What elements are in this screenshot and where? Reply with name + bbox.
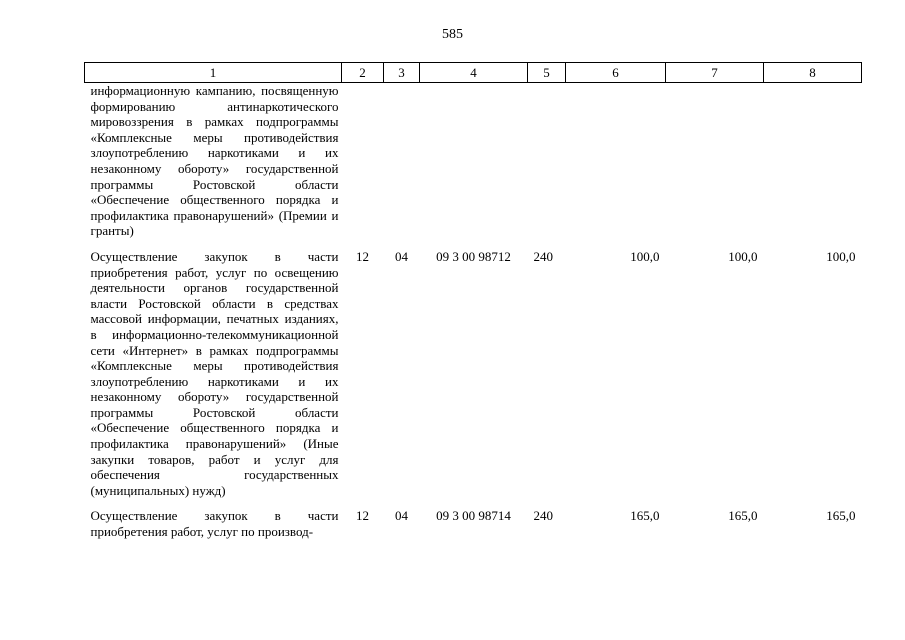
header-col-7: 7 (666, 63, 764, 83)
row-amount-col8 (764, 83, 862, 239)
row-subsection (384, 83, 420, 239)
table-row (85, 249, 862, 499)
row-amount-col8: 165,0 (826, 508, 856, 524)
row-target-article: 09 3 00 98714 (436, 508, 511, 524)
row-amount-col6 (566, 83, 666, 239)
row-expense-type: 240 (533, 248, 553, 264)
row-amount-col8: 100,0 (826, 248, 856, 264)
row-amount-col7 (666, 83, 764, 239)
budget-table (84, 62, 862, 540)
row-section: 12 (356, 248, 369, 264)
row-subsection: 04 (395, 248, 408, 264)
row-description: Осуществление закупок в части приобретения работ, услуг по производ- (90, 508, 339, 540)
header-col-1: 1 (85, 63, 342, 83)
row-section: 12 (356, 508, 369, 524)
header-col-8: 8 (764, 63, 862, 83)
row-amount-col6: 100,0 (630, 248, 660, 264)
table-header-row (85, 63, 862, 83)
row-subsection: 04 (395, 508, 408, 524)
row-section (342, 83, 384, 239)
header-col-4: 4 (420, 63, 528, 83)
table-row (85, 508, 862, 539)
row-description: информационную кампанию, посвященную формированию антинаркотического мировоззрения в рамках подпрограммы «Комплексные меры противодействия злоупотреблению наркотиками и их незаконному обороту» государственной программы Ростовской области «Обеспечение общественного порядка и профилактика правонарушений» (Премии и гранты) (90, 83, 339, 239)
table-row (85, 83, 862, 239)
header-col-2: 2 (342, 63, 384, 83)
row-amount-col7: 100,0 (728, 248, 758, 264)
row-gap (85, 498, 862, 508)
page-number: 585 (442, 27, 463, 42)
row-target-article (420, 83, 528, 239)
header-col-5: 5 (528, 63, 566, 83)
row-description: Осуществление закупок в части приобретения работ, услуг по освещению деятельности органов государственной власти Ростовской области в средствах массовой информации, печатных изданиях, в информационно-телекоммуникационной сети «Интернет» в рамках подпрограммы «Комплексные меры противодействия злоупотреблению наркотиками и их незаконному обороту» государственной программы Ростовской области «Обеспечение общественного порядка и профилактика правонарушений» (Иные закупки товаров, работ и услуг для обеспечения государственных (муниципальных) нужд) (90, 248, 339, 498)
row-target-article: 09 3 00 98712 (436, 248, 511, 264)
header-col-6: 6 (566, 63, 666, 83)
row-gap (85, 239, 862, 249)
header-col-3: 3 (384, 63, 420, 83)
row-amount-col7: 165,0 (728, 508, 758, 524)
row-amount-col6: 165,0 (630, 508, 660, 524)
row-expense-type: 240 (533, 508, 553, 524)
row-expense-type (528, 83, 566, 239)
